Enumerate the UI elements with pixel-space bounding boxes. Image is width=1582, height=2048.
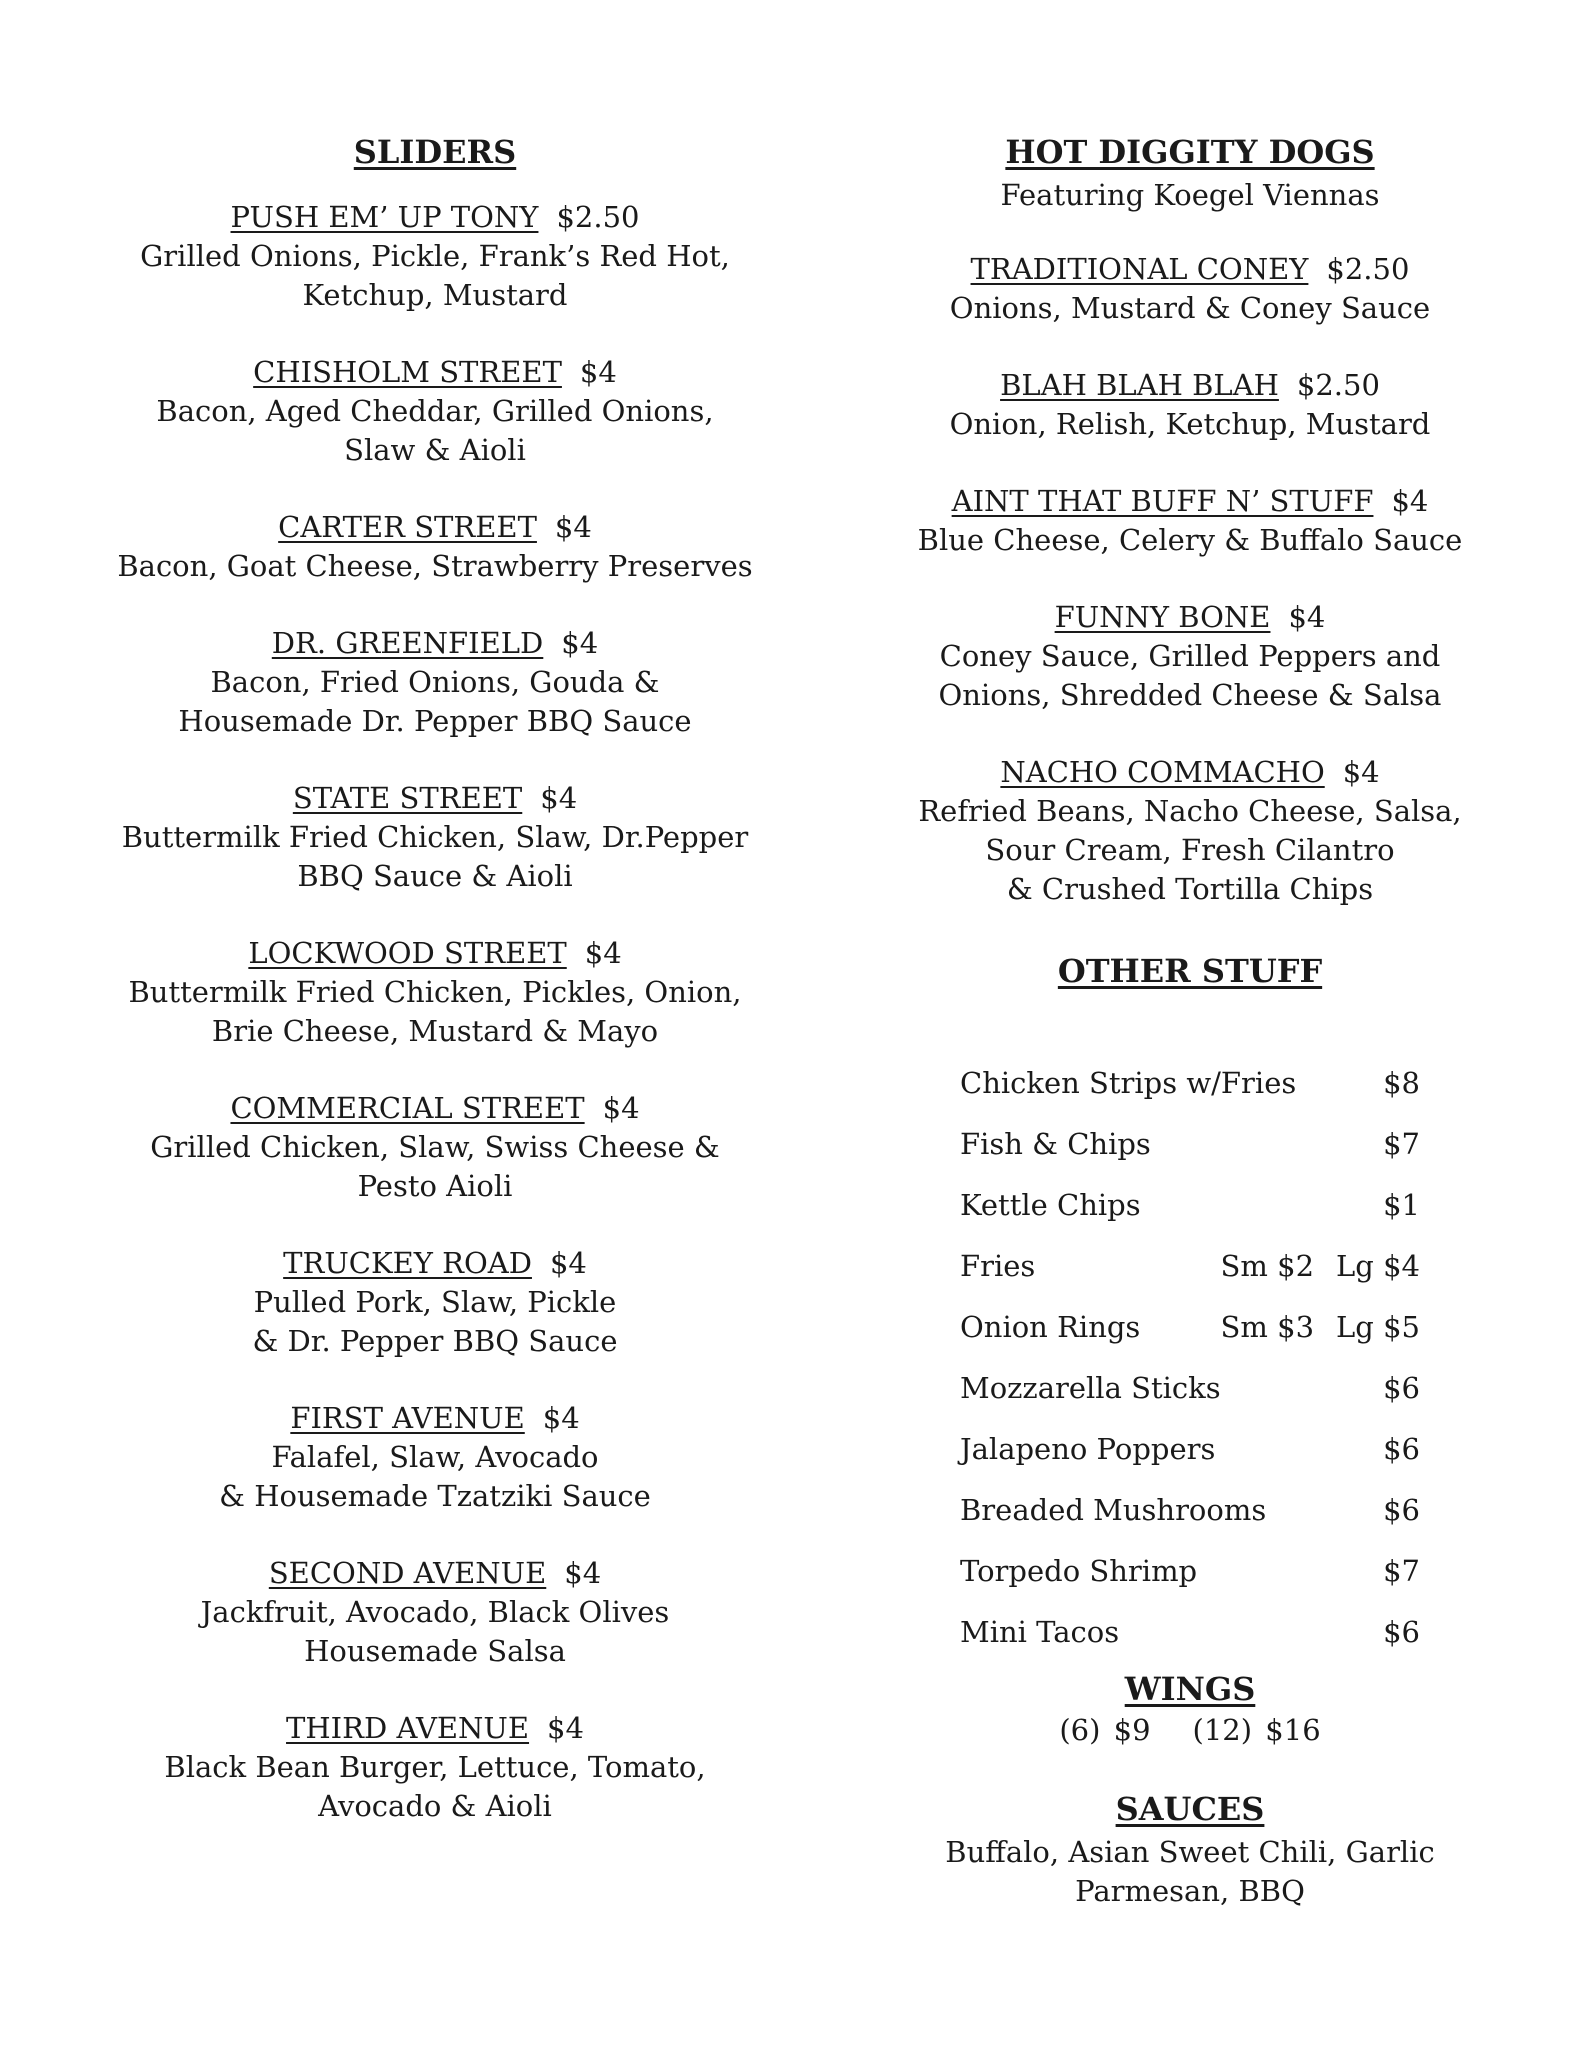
- menu-item-heading: [90, 353, 780, 392]
- menu-item-description: Onions, Shredded Cheese & Salsa: [938, 678, 1442, 712]
- other-item-price: $8: [1383, 1066, 1420, 1100]
- menu-item-description: Onions, Mustard & Coney Sauce: [949, 291, 1431, 325]
- menu-item-name: SECOND AVENUE: [268, 1556, 547, 1590]
- other-item-name: Mini Tacos: [960, 1615, 1120, 1649]
- menu-item-name: DR. GREENFIELD: [271, 626, 544, 660]
- dogs-subtitle: Featuring Koegel Viennas: [1000, 178, 1380, 212]
- sauces-line: Parmesan, BBQ: [1075, 1874, 1305, 1908]
- menu-item-price: $2.50: [1296, 368, 1380, 402]
- menu-item-name: LOCKWOOD STREET: [248, 936, 567, 970]
- menu-item-description: Ketchup, Mustard: [302, 278, 568, 312]
- small-price: Sm $3: [1220, 1310, 1315, 1344]
- menu-item-description: Refried Beans, Nacho Cheese, Salsa,: [918, 794, 1462, 828]
- menu-item-heading: [90, 934, 780, 973]
- menu-item: [90, 198, 780, 315]
- menu-item-price: $4: [1342, 755, 1380, 789]
- menu-item-price: $2.50: [1326, 252, 1410, 286]
- menu-item-name: TRADITIONAL CONEY: [970, 252, 1309, 286]
- large-price: Lg $4: [1336, 1249, 1420, 1283]
- menu-item-price: $4: [540, 781, 578, 815]
- menu-item-description: Coney Sauce, Grilled Peppers and: [939, 639, 1441, 673]
- other-item-price: $6: [1383, 1615, 1420, 1649]
- other-stuff-list: [960, 1053, 1420, 1663]
- other-item-name: Chicken Strips w/Fries: [960, 1066, 1297, 1100]
- dogs-list: [880, 250, 1500, 909]
- menu-item-heading: [90, 779, 780, 818]
- menu-item-description: & Dr. Pepper BBQ Sauce: [252, 1324, 618, 1358]
- menu-item-heading: [90, 1089, 780, 1128]
- menu-item-name: PUSH EM’ UP TONY: [230, 200, 539, 234]
- menu-item-description: Slaw & Aioli: [344, 433, 526, 467]
- other-item-name: Kettle Chips: [960, 1188, 1141, 1222]
- menu-item-name: FIRST AVENUE: [290, 1401, 525, 1435]
- menu-item-description: Housemade Salsa: [304, 1634, 566, 1668]
- dogs-title: HOT DIGGITY DOGS: [1005, 133, 1375, 171]
- menu-item-price: $4: [1391, 484, 1429, 518]
- menu-item-heading: [90, 1399, 780, 1438]
- menu-item: [880, 366, 1500, 444]
- menu-item: [90, 1709, 780, 1826]
- menu-item-description: Buttermilk Fried Chicken, Pickles, Onion,: [128, 975, 742, 1009]
- menu-item-description: Sour Cream, Fresh Cilantro: [985, 833, 1395, 867]
- menu-item-price: $4: [549, 1246, 587, 1280]
- menu-item-name: BLAH BLAH BLAH: [1000, 368, 1279, 402]
- other-stuff-row: [960, 1236, 1420, 1297]
- menu-item-heading: [90, 198, 780, 237]
- menu-item-price: $4: [561, 626, 599, 660]
- menu-item: [90, 1399, 780, 1516]
- menu-item: [90, 1554, 780, 1671]
- menu-item-description: Bacon, Aged Cheddar, Grilled Onions,: [156, 394, 714, 428]
- menu-item: [880, 482, 1500, 560]
- wings-small-price: (6) $9: [1059, 1713, 1151, 1747]
- menu-item: [90, 353, 780, 470]
- menu-item-name: COMMERCIAL STREET: [230, 1091, 585, 1125]
- menu-item: [90, 624, 780, 741]
- menu-item: [90, 508, 780, 586]
- other-item-price: $6: [1383, 1432, 1420, 1466]
- menu-item-price: $4: [542, 1401, 580, 1435]
- menu-item-heading: [880, 366, 1500, 405]
- menu-item-price: $4: [547, 1711, 584, 1745]
- other-stuff-row: [960, 1541, 1420, 1602]
- menu-item-description: Falafel, Slaw, Avocado: [271, 1440, 599, 1474]
- other-item-size-prices: [1221, 1236, 1420, 1297]
- other-item-price: $6: [1383, 1493, 1420, 1527]
- menu-item-description: Bacon, Goat Cheese, Strawberry Preserves: [117, 549, 753, 583]
- menu-item-heading: [90, 1244, 780, 1283]
- other-stuff-row: [960, 1480, 1420, 1541]
- menu-item: [90, 779, 780, 896]
- menu-item-description: & Crushed Tortilla Chips: [1006, 872, 1374, 906]
- other-item-name: Fries: [960, 1249, 1036, 1283]
- menu-item-description: Blue Cheese, Celery & Buffalo Sauce: [917, 523, 1463, 557]
- menu-item-name: STATE STREET: [292, 781, 523, 815]
- menu-item-price: $4: [584, 936, 622, 970]
- menu-item-name: CARTER STREET: [278, 510, 537, 544]
- menu-item-heading: [90, 624, 780, 663]
- menu-item: [90, 1089, 780, 1206]
- menu-item-price: $4: [564, 1556, 602, 1590]
- other-item-price: $7: [1383, 1127, 1420, 1161]
- sliders-list: [90, 198, 780, 1826]
- other-stuff-row: [960, 1358, 1420, 1419]
- other-item-price: $6: [1383, 1371, 1420, 1405]
- large-price: Lg $5: [1336, 1310, 1420, 1344]
- menu-item-description: Onion, Relish, Ketchup, Mustard: [949, 407, 1431, 441]
- menu-item-description: Grilled Onions, Pickle, Frank’s Red Hot,: [140, 239, 730, 273]
- menu-item-description: Pulled Pork, Slaw, Pickle: [253, 1285, 617, 1319]
- menu-item-name: CHISHOLM STREET: [253, 355, 562, 389]
- menu-item-description: Avocado & Aioli: [318, 1789, 552, 1823]
- menu-item-name: AINT THAT BUFF N’ STUFF: [951, 484, 1374, 518]
- other-item-name: Onion Rings: [960, 1310, 1141, 1344]
- menu-item-description: Buttermilk Fried Chicken, Slaw, Dr.Pepper: [121, 820, 749, 854]
- menu-item-description: Housemade Dr. Pepper BBQ Sauce: [178, 704, 692, 738]
- menu-item-heading: [880, 598, 1500, 637]
- menu-item-heading: [880, 482, 1500, 521]
- wings-title: WINGS: [1124, 1670, 1256, 1708]
- menu-item-price: $4: [1288, 600, 1326, 634]
- menu-item-description: Brie Cheese, Mustard & Mayo: [211, 1014, 659, 1048]
- other-stuff-row: [960, 1114, 1420, 1175]
- menu-item-name: THIRD AVENUE: [286, 1711, 530, 1745]
- menu-item-heading: [880, 250, 1500, 289]
- sliders-title: SLIDERS: [353, 133, 517, 171]
- other-item-name: Jalapeno Poppers: [960, 1432, 1216, 1466]
- menu-item-description: Jackfruit, Avocado, Black Olives: [200, 1595, 670, 1629]
- menu-item-price: $2.50: [556, 200, 640, 234]
- other-item-name: Breaded Mushrooms: [960, 1493, 1267, 1527]
- menu-item: [880, 598, 1500, 715]
- menu-item-name: NACHO COMMACHO: [1000, 755, 1325, 789]
- small-price: Sm $2: [1220, 1249, 1315, 1283]
- menu-item-name: TRUCKEY ROAD: [283, 1246, 532, 1280]
- menu-item: [880, 753, 1500, 909]
- other-item-price: $7: [1383, 1554, 1420, 1588]
- other-stuff-row: [960, 1419, 1420, 1480]
- menu-item-price: $4: [579, 355, 617, 389]
- menu-item-heading: [90, 1554, 780, 1593]
- menu-item-description: Grilled Chicken, Slaw, Swiss Cheese &: [150, 1130, 720, 1164]
- right-column: [880, 128, 1500, 1911]
- menu-item-price: $4: [602, 1091, 640, 1125]
- menu-item-heading: [90, 508, 780, 547]
- menu-item-name: FUNNY BONE: [1054, 600, 1271, 634]
- menu-item-description: Black Bean Burger, Lettuce, Tomato,: [164, 1750, 706, 1784]
- other-stuff-row: [960, 1175, 1420, 1236]
- menu-item-heading: [90, 1709, 780, 1748]
- other-stuff-row: [960, 1297, 1420, 1358]
- menu-item: [90, 1244, 780, 1361]
- menu-item-description: Pesto Aioli: [357, 1169, 513, 1203]
- menu-item: [90, 934, 780, 1051]
- menu-item-description: & Housemade Tzatziki Sauce: [219, 1479, 651, 1513]
- other-item-name: Fish & Chips: [960, 1127, 1151, 1161]
- sauces-description: [880, 1833, 1500, 1911]
- menu-item: [880, 250, 1500, 328]
- other-stuff-title: OTHER STUFF: [1057, 952, 1323, 990]
- menu-item-heading: [880, 753, 1500, 792]
- sauces-title: SAUCES: [1115, 1790, 1265, 1828]
- sauces-line: Buffalo, Asian Sweet Chili, Garlic: [945, 1835, 1435, 1869]
- menu-item-description: BBQ Sauce & Aioli: [297, 859, 573, 893]
- other-item-size-prices: [1221, 1297, 1420, 1358]
- other-stuff-row: [960, 1602, 1420, 1663]
- other-stuff-row: [960, 1053, 1420, 1114]
- other-item-name: Torpedo Shrimp: [960, 1554, 1198, 1588]
- sliders-column: [90, 128, 780, 1864]
- other-item-name: Mozzarella Sticks: [960, 1371, 1221, 1405]
- menu-item-description: Bacon, Fried Onions, Gouda &: [210, 665, 660, 699]
- wings-prices: [880, 1709, 1500, 1751]
- menu-item-price: $4: [554, 510, 592, 544]
- wings-large-price: (12) $16: [1192, 1713, 1321, 1747]
- other-item-price: $1: [1383, 1188, 1420, 1222]
